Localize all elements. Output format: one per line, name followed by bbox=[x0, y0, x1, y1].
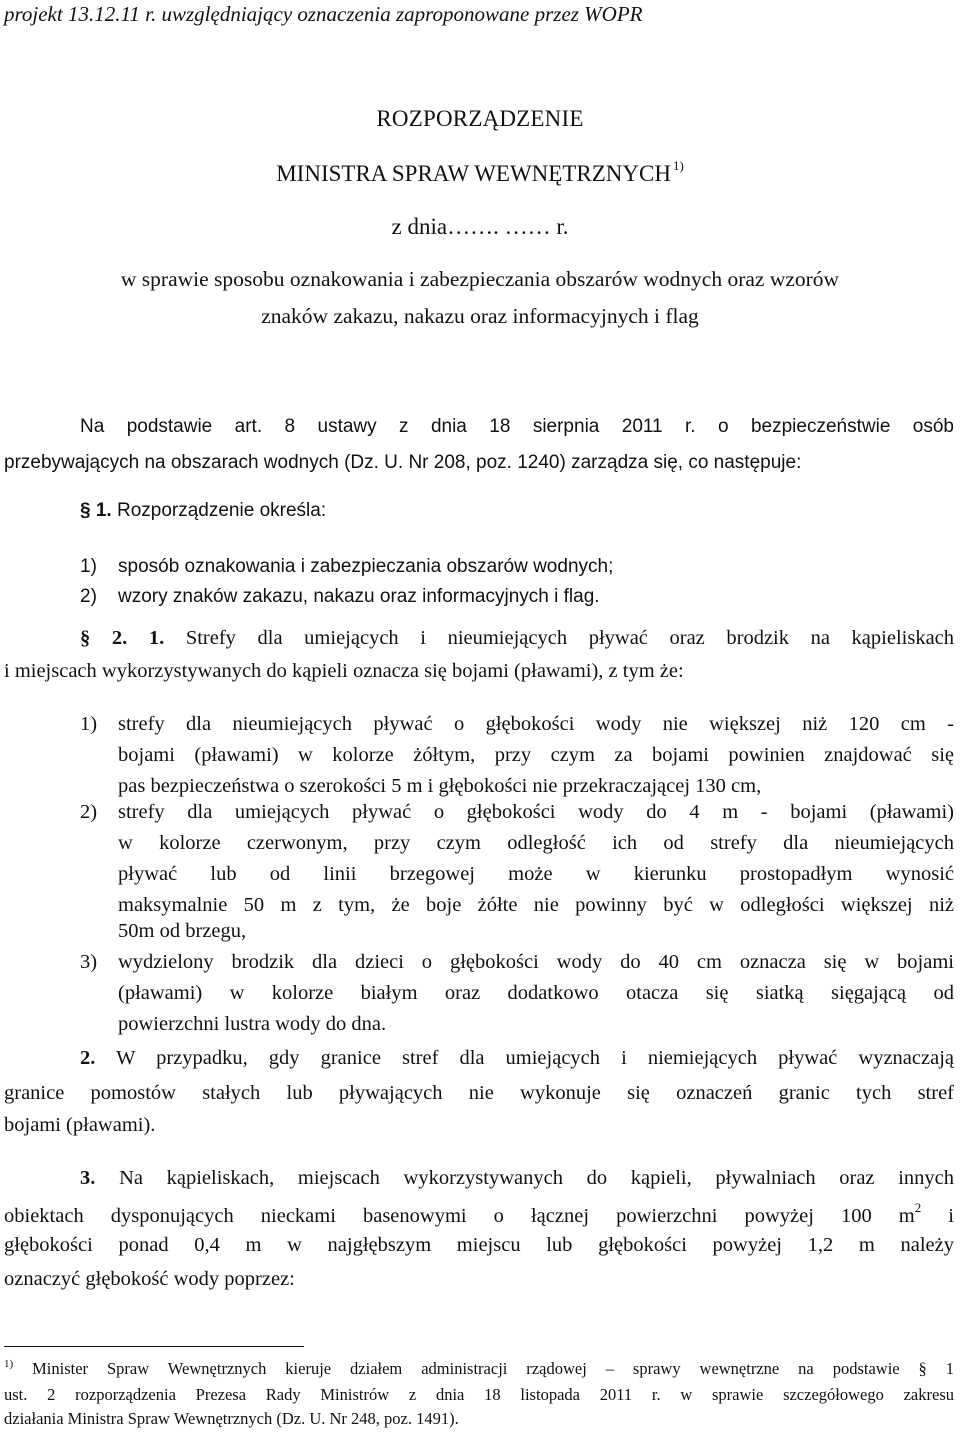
list-item-line: w kolorze czerwonym, przy czym odległość ich od strefy dla nieumiejących bbox=[118, 832, 954, 854]
legal-basis-line-1: Na podstawie art. 8 ustawy z dnia 18 sierpnia 2011 r. o bezpieczeństwie osób bbox=[80, 416, 954, 437]
subparagraph-3-text-a: obiektach dysponujących nieckami basenowymi o łącznej powierzchni powyżej 100 m bbox=[4, 1205, 915, 1227]
list-item-line: strefy dla nieumiejących pływać o głębokości wody nie większej niż 120 cm - bbox=[118, 713, 954, 735]
list-item-line: pas bezpieczeństwa o szerokości 5 m i głębokości nie przekraczającej 130 cm, bbox=[118, 775, 762, 797]
subparagraph-2-line-1 bbox=[80, 1047, 954, 1070]
document-type-heading: ROZPORZĄDZENIE bbox=[376, 106, 584, 131]
footnote-line-2: ust. 2 rozporządzenia Prezesa Rady Ministrów z dnia 18 listopada 2011 r. w sprawie szczegółowego zakresu bbox=[4, 1385, 954, 1404]
list-item-line: 50m od brzegu, bbox=[118, 920, 247, 942]
subparagraph-3-line-3: głębokości ponad 0,4 m w najgłębszym miejscu lub głębokości powyżej 1,2 m należy bbox=[4, 1234, 954, 1256]
paragraph-2-line-1 bbox=[80, 627, 954, 650]
date-line: z dnia……. …… r. bbox=[391, 214, 569, 239]
issuer-heading bbox=[0, 158, 960, 187]
list-item-line: maksymalnie 50 m z tym, że boje żółte nie powinny być w odległości większej niż bbox=[118, 894, 954, 916]
list-item bbox=[80, 556, 613, 578]
paragraph-1-text: Rozporządzenie określa: bbox=[116, 500, 327, 521]
footnote-marker: 1) bbox=[4, 1358, 14, 1370]
list-item-text: wzory znaków zakazu, nakazu oraz informacyjnych i flag. bbox=[118, 586, 600, 607]
paragraph-2-line-2: i miejscach wykorzystywanych do kąpieli oznacza się bojami (pławami), z tym że: bbox=[4, 660, 684, 682]
subparagraph-3-line-1 bbox=[80, 1167, 954, 1190]
paragraph-1 bbox=[80, 500, 326, 522]
issuer-name: MINISTRA SPRAW WEWNĘTRZNYCH bbox=[276, 161, 671, 186]
list-item-line: wydzielony brodzik dla dzieci o głębokości wody do 40 cm oznacza się w bojami bbox=[118, 951, 954, 973]
footnote-ref: 1) bbox=[672, 158, 684, 173]
list-item-number: 3) bbox=[80, 951, 98, 973]
paragraph-2-label: § 2. 1. bbox=[80, 627, 165, 649]
subparagraph-3-label: 3. bbox=[80, 1167, 96, 1189]
footnote-separator bbox=[4, 1346, 304, 1347]
subparagraph-3-line-2 bbox=[4, 1200, 954, 1228]
paragraph-2-text: Strefy dla umiejących i nieumiejących pływać oraz brodzik na kąpieliskach bbox=[185, 627, 955, 649]
list-item-line: powierzchni lustra wody do dna. bbox=[118, 1013, 387, 1035]
list-item-line: (pławami) w kolorze białym oraz dodatkowo otacza się siatką sięgającą od bbox=[118, 982, 954, 1004]
list-item-number: 1) bbox=[80, 556, 97, 577]
subparagraph-3-line-4: oznaczyć głębokość wody poprzez: bbox=[4, 1268, 295, 1290]
subparagraph-2-line-3: bojami (pławami). bbox=[4, 1114, 156, 1136]
paragraph-1-label: § 1. bbox=[80, 500, 112, 521]
list-item-number: 2) bbox=[80, 801, 98, 823]
project-note: projekt 13.12.11 r. uwzględniający oznaczenia zaproponowane przez WOPR bbox=[4, 2, 643, 26]
footnote-line-1 bbox=[4, 1358, 954, 1379]
subparagraph-3-text: Na kąpieliskach, miejscach wykorzystywanych do kąpieli, pływalniach oraz innych bbox=[119, 1167, 954, 1189]
list-item-line: pływać lub od linii brzegowej może w kierunku prostopadłym wynosić bbox=[118, 863, 954, 885]
footnote-line-3: działania Ministra Spraw Wewnętrznych (Dz. U. Nr 248, poz. 1491). bbox=[4, 1409, 459, 1428]
subparagraph-3-text-b: i bbox=[948, 1205, 954, 1227]
subparagraph-2-label: 2. bbox=[80, 1047, 96, 1069]
subparagraph-2-text: W przypadku, gdy granice stref dla umiejących i niemiejących pływać wyznaczają bbox=[116, 1047, 954, 1069]
list-item-text: sposób oznakowania i zabezpieczania obszarów wodnych; bbox=[118, 556, 614, 577]
footnote-text: Minister Spraw Wewnętrznych kieruje działem administracji rządowej – sprawy wewnętrzne na podstawie § 1 bbox=[32, 1359, 954, 1378]
list-item-number: 2) bbox=[80, 586, 97, 607]
subject-line-1: w sprawie sposobu oznakowania i zabezpieczania obszarów wodnych oraz wzorów bbox=[120, 267, 840, 291]
subject-line-2: znaków zakazu, nakazu oraz informacyjnych i flag bbox=[261, 304, 699, 328]
list-item-line: bojami (pławami) w kolorze żółtym, przy czym za bojami powinien znajdować się bbox=[118, 744, 954, 766]
subparagraph-2-line-2: granice pomostów stałych lub pływających nie wykonuje się oznaczeń granic tych stref bbox=[4, 1082, 954, 1104]
list-item-number: 1) bbox=[80, 713, 98, 735]
list-item bbox=[80, 586, 600, 608]
list-item-line: strefy dla umiejących pływać o głębokości wody do 4 m - bojami (pławami) bbox=[118, 801, 954, 823]
superscript-exponent: 2 bbox=[914, 1200, 922, 1215]
legal-basis-line-2: przebywających na obszarach wodnych (Dz. U. Nr 208, poz. 1240) zarządza się, co następuje: bbox=[4, 452, 802, 473]
